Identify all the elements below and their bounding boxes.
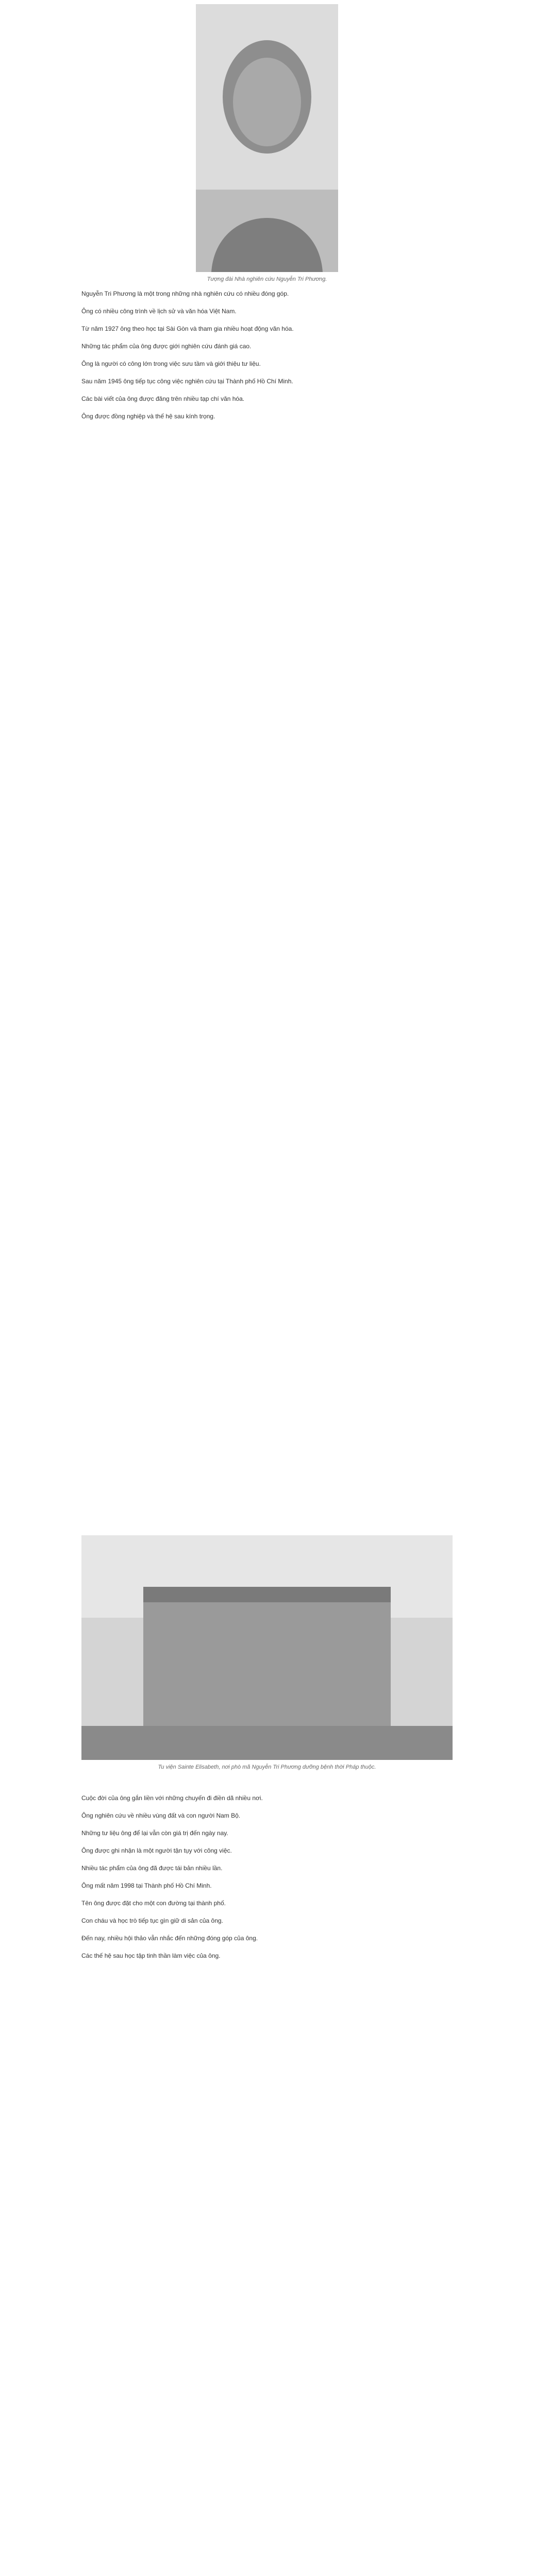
paragraph: Ông mất năm 1998 tại Thành phố Hồ Chí Minh. xyxy=(81,1882,212,1889)
paragraph: Các thế hệ sau học tập tinh thần làm việc của ông. xyxy=(81,1952,221,1959)
portrait-caption: Tượng đài Nhà nghiên cứu Nguyễn Tri Phương. xyxy=(207,276,327,282)
paragraph: Ông nghiên cứu về nhiều vùng đất và con người Nam Bộ. xyxy=(81,1812,241,1819)
portrait-illustration xyxy=(196,4,338,272)
article-body-part-2 xyxy=(81,1793,453,2576)
paragraph: Ông là người có công lớn trong việc sưu tầm và giới thiệu tư liệu. xyxy=(81,360,261,367)
building-illustration xyxy=(81,1535,453,1760)
paragraph: Nhiều tác phẩm của ông đã được tái bản nhiều lần. xyxy=(81,1865,223,1872)
paragraph: Đến nay, nhiều hội thảo vẫn nhắc đến những đóng góp của ông. xyxy=(81,1935,258,1942)
paragraph: Con cháu và học trò tiếp tục gìn giữ di sản của ông. xyxy=(81,1917,223,1924)
article-body-part-1 xyxy=(81,289,453,1504)
portrait-photo xyxy=(196,4,338,272)
paragraph: Ông được ghi nhận là một người tận tụy với công việc. xyxy=(81,1847,232,1854)
paragraph: Những tư liệu ông để lại vẫn còn giá trị đến ngày nay. xyxy=(81,1829,228,1837)
paragraph: Tên ông được đặt cho một con đường tại thành phố. xyxy=(81,1900,226,1907)
paragraph: Cuộc đời của ông gắn liền với những chuyến đi điền dã nhiều nơi. xyxy=(81,1794,263,1802)
paragraph: Các bài viết của ông được đăng trên nhiều tạp chí văn hóa. xyxy=(81,395,245,402)
paragraph: Từ năm 1927 ông theo học tại Sài Gòn và tham gia nhiều hoạt động văn hóa. xyxy=(81,325,294,332)
paragraph: Nguyễn Tri Phương là một trong những nhà nghiên cứu có nhiều đóng góp. xyxy=(81,290,289,297)
paragraph: Ông được đồng nghiệp và thế hệ sau kính trọng. xyxy=(81,413,215,420)
paragraph: Sau năm 1945 ông tiếp tục công việc nghiên cứu tại Thành phố Hồ Chí Minh. xyxy=(81,378,293,385)
paragraph: Những tác phẩm của ông được giới nghiên cứu đánh giá cao. xyxy=(81,343,252,350)
building-photo xyxy=(81,1535,453,1760)
paragraph: Ông có nhiều công trình về lịch sử và văn hóa Việt Nam. xyxy=(81,308,237,315)
building-photo-caption: Tu viện Sainte Elisabeth, nơi phò mã Nguyễn Tri Phương dưỡng bệnh thời Pháp thuộc. xyxy=(158,1764,376,1770)
